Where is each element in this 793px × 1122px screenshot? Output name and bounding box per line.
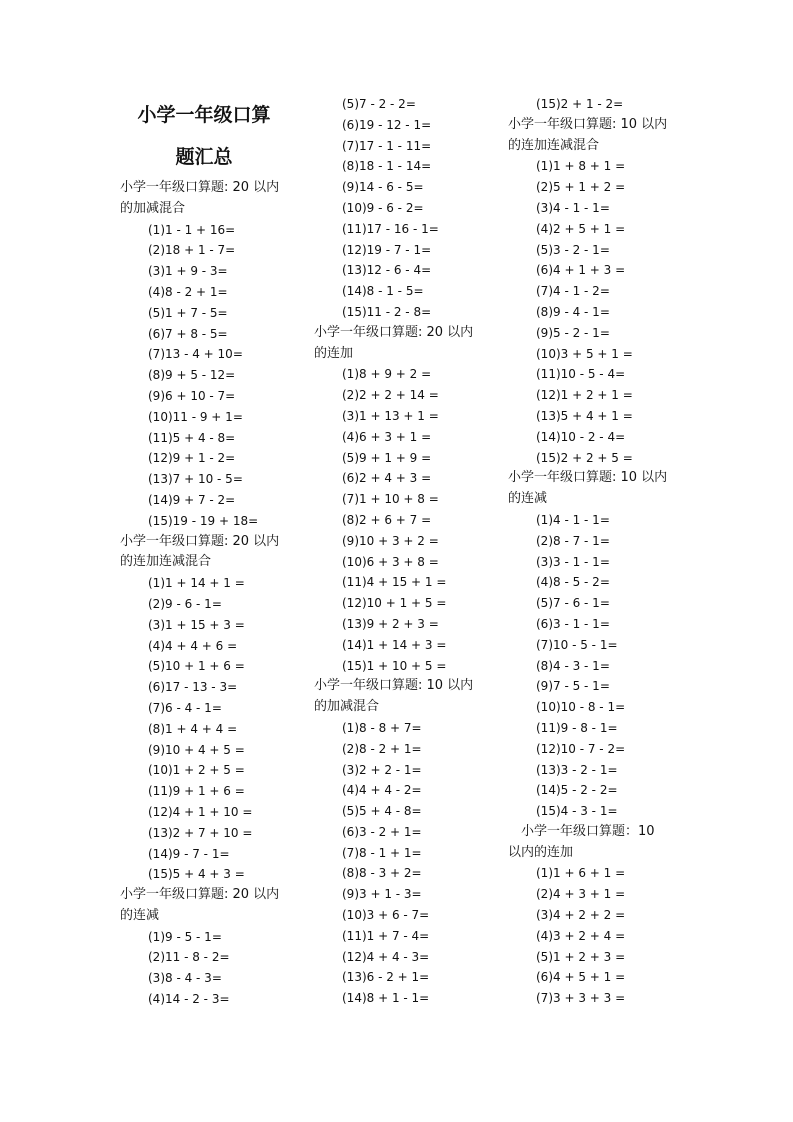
problem-item: (14)8 - 1 - 5= xyxy=(342,284,424,299)
problem-item: (9)14 - 6 - 5= xyxy=(342,180,424,195)
problem-item: (4)3 + 2 + 4 = xyxy=(536,928,626,943)
problem-item: (14)8 + 1 - 1= xyxy=(342,991,430,1006)
problem-item: (13)6 - 2 + 1= xyxy=(342,970,430,985)
problem-item: (1)4 - 1 - 1= xyxy=(536,512,610,527)
problem-item: (13)5 + 4 + 1 = xyxy=(536,408,633,423)
problem-item: (3)4 + 2 + 2 = xyxy=(536,908,626,923)
problem-item: (3)1 + 9 - 3= xyxy=(148,264,228,279)
problem-item: (2)5 + 1 + 2 = xyxy=(536,180,626,195)
problem-item: (5)5 + 4 - 8= xyxy=(342,804,422,819)
problem-item: (3)4 - 1 - 1= xyxy=(536,200,610,215)
problem-item: (6)4 + 1 + 3 = xyxy=(536,263,626,278)
section-heading: 的连加 xyxy=(314,345,354,361)
problem-item: (9)10 + 3 + 2 = xyxy=(342,533,439,548)
problem-item: (15)2 + 2 + 5 = xyxy=(536,450,633,465)
problem-item: (15)11 - 2 - 8= xyxy=(342,304,432,319)
problem-item: (1)8 - 8 + 7= xyxy=(342,720,422,735)
problem-item: (6)4 + 5 + 1 = xyxy=(536,970,626,985)
problem-item: (12)19 - 7 - 1= xyxy=(342,242,432,257)
problem-item: (9)6 + 10 - 7= xyxy=(148,388,236,403)
problem-item: (1)9 - 5 - 1= xyxy=(148,929,222,944)
problem-item: (7)10 - 5 - 1= xyxy=(536,637,618,652)
problem-item: (12)10 + 1 + 5 = xyxy=(342,596,447,611)
problem-item: (14)1 + 14 + 3 = xyxy=(342,637,447,652)
problem-item: (7)1 + 10 + 8 = xyxy=(342,492,439,507)
problem-item: (2)4 + 3 + 1 = xyxy=(536,887,626,902)
problem-item: (8)2 + 6 + 7 = xyxy=(342,512,432,527)
problem-item: (5)7 - 2 - 2= xyxy=(342,97,416,111)
problem-item: (11)4 + 15 + 1 = xyxy=(342,575,447,590)
section-heading: 小学一年级口算题: 20 以内 xyxy=(120,887,280,903)
problem-item: (10)3 + 6 - 7= xyxy=(342,908,430,923)
section-heading: 的连加连减混合 xyxy=(508,137,600,153)
problem-item: (7)3 + 3 + 3 = xyxy=(536,991,626,1006)
problem-item: (12)1 + 2 + 1 = xyxy=(536,388,633,403)
problem-item: (13)12 - 6 - 4= xyxy=(342,263,432,278)
problem-item: (5)3 - 2 - 1= xyxy=(536,242,610,257)
problem-item: (5)1 + 7 - 5= xyxy=(148,305,228,320)
problem-item: (14)9 + 7 - 2= xyxy=(148,492,236,507)
problem-item: (6)3 - 2 + 1= xyxy=(342,824,422,839)
section-heading: 的连减 xyxy=(120,907,160,923)
problem-item: (1)1 - 1 + 16= xyxy=(148,222,236,237)
problem-item: (7)4 - 1 - 2= xyxy=(536,284,610,299)
problem-item: (15)19 - 19 + 18= xyxy=(148,513,259,528)
section-heading: 小学一年级口算题: 20 以内 xyxy=(120,180,280,195)
problem-item: (8)1 + 4 + 4 = xyxy=(148,721,238,736)
problem-item: (7)17 - 1 - 11= xyxy=(342,138,432,153)
problem-item: (14)5 - 2 - 2= xyxy=(536,783,618,798)
problem-item: (7)6 - 4 - 1= xyxy=(148,700,222,715)
problem-item: (10)6 + 3 + 8 = xyxy=(342,554,439,569)
problem-item: (11)10 - 5 - 4= xyxy=(536,367,626,382)
problem-item: (5)10 + 1 + 6 = xyxy=(148,659,245,674)
section-heading: 小学一年级口算题：10 xyxy=(508,823,655,839)
problem-item: (13)9 + 2 + 3 = xyxy=(342,616,439,631)
problem-item: (10)11 - 9 + 1= xyxy=(148,409,243,424)
problem-item: (4)6 + 3 + 1 = xyxy=(342,429,432,444)
problem-item: (8)4 - 3 - 1= xyxy=(536,658,610,673)
section-heading: 小学一年级口算题: 20 以内 xyxy=(314,324,474,340)
column-2 xyxy=(314,94,484,1009)
problem-item: (4)4 + 4 - 2= xyxy=(342,783,422,798)
section-heading: 以内的连加 xyxy=(508,844,574,860)
problem-item: (2)8 - 2 + 1= xyxy=(342,741,422,756)
problem-item: (11)5 + 4 - 8= xyxy=(148,430,236,445)
problem-item: (9)7 - 5 - 1= xyxy=(536,679,610,694)
problem-item: (4)8 - 5 - 2= xyxy=(536,575,610,590)
problem-item: (6)3 - 1 - 1= xyxy=(536,616,610,631)
problem-item: (8)9 - 4 - 1= xyxy=(536,304,610,319)
problem-item: (13)7 + 10 - 5= xyxy=(148,472,243,487)
problem-item: (4)8 - 2 + 1= xyxy=(148,284,228,299)
problem-item: (13)2 + 7 + 10 = xyxy=(148,825,253,840)
section-heading: 小学一年级口算题: 10 以内 xyxy=(314,678,474,694)
problem-item: (12)4 + 1 + 10 = xyxy=(148,804,253,819)
problem-item: (7)13 - 4 + 10= xyxy=(148,347,243,362)
column-1 xyxy=(120,94,290,1010)
problem-item: (14)9 - 7 - 1= xyxy=(148,846,230,861)
problem-item: (10)9 - 6 - 2= xyxy=(342,200,424,215)
problem-item: (15)4 - 3 - 1= xyxy=(536,804,618,819)
problem-item: (9)10 + 4 + 5 = xyxy=(148,742,245,757)
problem-item: (2)8 - 7 - 1= xyxy=(536,533,610,548)
problem-item: (7)8 - 1 + 1= xyxy=(342,845,422,860)
problem-item: (10)10 - 8 - 1= xyxy=(536,700,626,715)
page-title-line-2: 题汇总 xyxy=(175,146,233,168)
problem-item: (13)3 - 2 - 1= xyxy=(536,762,618,777)
problem-item: (11)9 + 1 + 6 = xyxy=(148,784,245,799)
problem-item: (14)10 - 2 - 4= xyxy=(536,429,626,444)
problem-item: (3)1 + 15 + 3 = xyxy=(148,617,245,632)
problem-item: (9)5 - 2 - 1= xyxy=(536,325,610,340)
problem-item: (11)9 - 8 - 1= xyxy=(536,720,618,735)
problem-item: (9)3 + 1 - 3= xyxy=(342,887,422,902)
section-heading: 的加减混合 xyxy=(314,699,380,715)
problem-item: (10)1 + 2 + 5 = xyxy=(148,763,245,778)
problem-item: (2)2 + 2 + 14 = xyxy=(342,388,439,403)
problem-item: (4)2 + 5 + 1 = xyxy=(536,221,626,236)
problem-item: (2)9 - 6 - 1= xyxy=(148,596,222,611)
section-heading: 的连加连减混合 xyxy=(120,554,212,570)
problem-item: (5)9 + 1 + 9 = xyxy=(342,450,432,465)
problem-item: (15)5 + 4 + 3 = xyxy=(148,867,245,882)
problem-item: (8)9 + 5 - 12= xyxy=(148,368,236,383)
section-heading: 小学一年级口算题: 10 以内 xyxy=(508,470,668,486)
problem-item: (2)18 + 1 - 7= xyxy=(148,243,236,258)
problem-item: (6)2 + 4 + 3 = xyxy=(342,471,432,486)
problem-item: (10)3 + 5 + 1 = xyxy=(536,346,633,361)
problem-item: (6)17 - 13 - 3= xyxy=(148,680,238,695)
problem-item: (3)3 - 1 - 1= xyxy=(536,554,610,569)
problem-item: (4)14 - 2 - 3= xyxy=(148,992,230,1007)
problem-item: (5)1 + 2 + 3 = xyxy=(536,949,626,964)
problem-item: (8)18 - 1 - 14= xyxy=(342,159,432,174)
problem-item: (1)1 + 6 + 1 = xyxy=(536,866,626,881)
problem-item: (11)1 + 7 - 4= xyxy=(342,928,430,943)
problem-item: (1)1 + 8 + 1 = xyxy=(536,159,626,174)
section-heading: 小学一年级口算题: 20 以内 xyxy=(120,533,280,549)
column-3 xyxy=(508,94,680,1009)
problem-item: (6)19 - 12 - 1= xyxy=(342,117,432,132)
problem-item: (2)11 - 8 - 2= xyxy=(148,950,230,965)
problem-item: (1)1 + 14 + 1 = xyxy=(148,576,245,591)
problem-item: (12)9 + 1 - 2= xyxy=(148,451,236,466)
problem-item: (3)8 - 4 - 3= xyxy=(148,971,222,986)
problem-item: (1)8 + 9 + 2 = xyxy=(342,367,432,382)
page-title-line-1: 小学一年级口算 xyxy=(137,104,271,126)
problem-item: (5)7 - 6 - 1= xyxy=(536,596,610,611)
problem-item: (8)8 - 3 + 2= xyxy=(342,866,422,881)
section-heading: 小学一年级口算题: 10 以内 xyxy=(508,116,668,132)
problem-item: (12)10 - 7 - 2= xyxy=(536,741,626,756)
problem-item: (6)7 + 8 - 5= xyxy=(148,326,228,341)
section-heading: 的加减混合 xyxy=(120,200,186,216)
problem-item: (15)1 + 10 + 5 = xyxy=(342,658,447,673)
problem-item: (15)2 + 1 - 2= xyxy=(536,97,624,111)
problem-item: (3)1 + 13 + 1 = xyxy=(342,408,439,423)
problem-item: (3)2 + 2 - 1= xyxy=(342,762,422,777)
problem-item: (12)4 + 4 - 3= xyxy=(342,949,430,964)
problem-item: (11)17 - 16 - 1= xyxy=(342,221,439,236)
section-heading: 的连减 xyxy=(508,491,548,507)
problem-item: (4)4 + 4 + 6 = xyxy=(148,638,238,653)
